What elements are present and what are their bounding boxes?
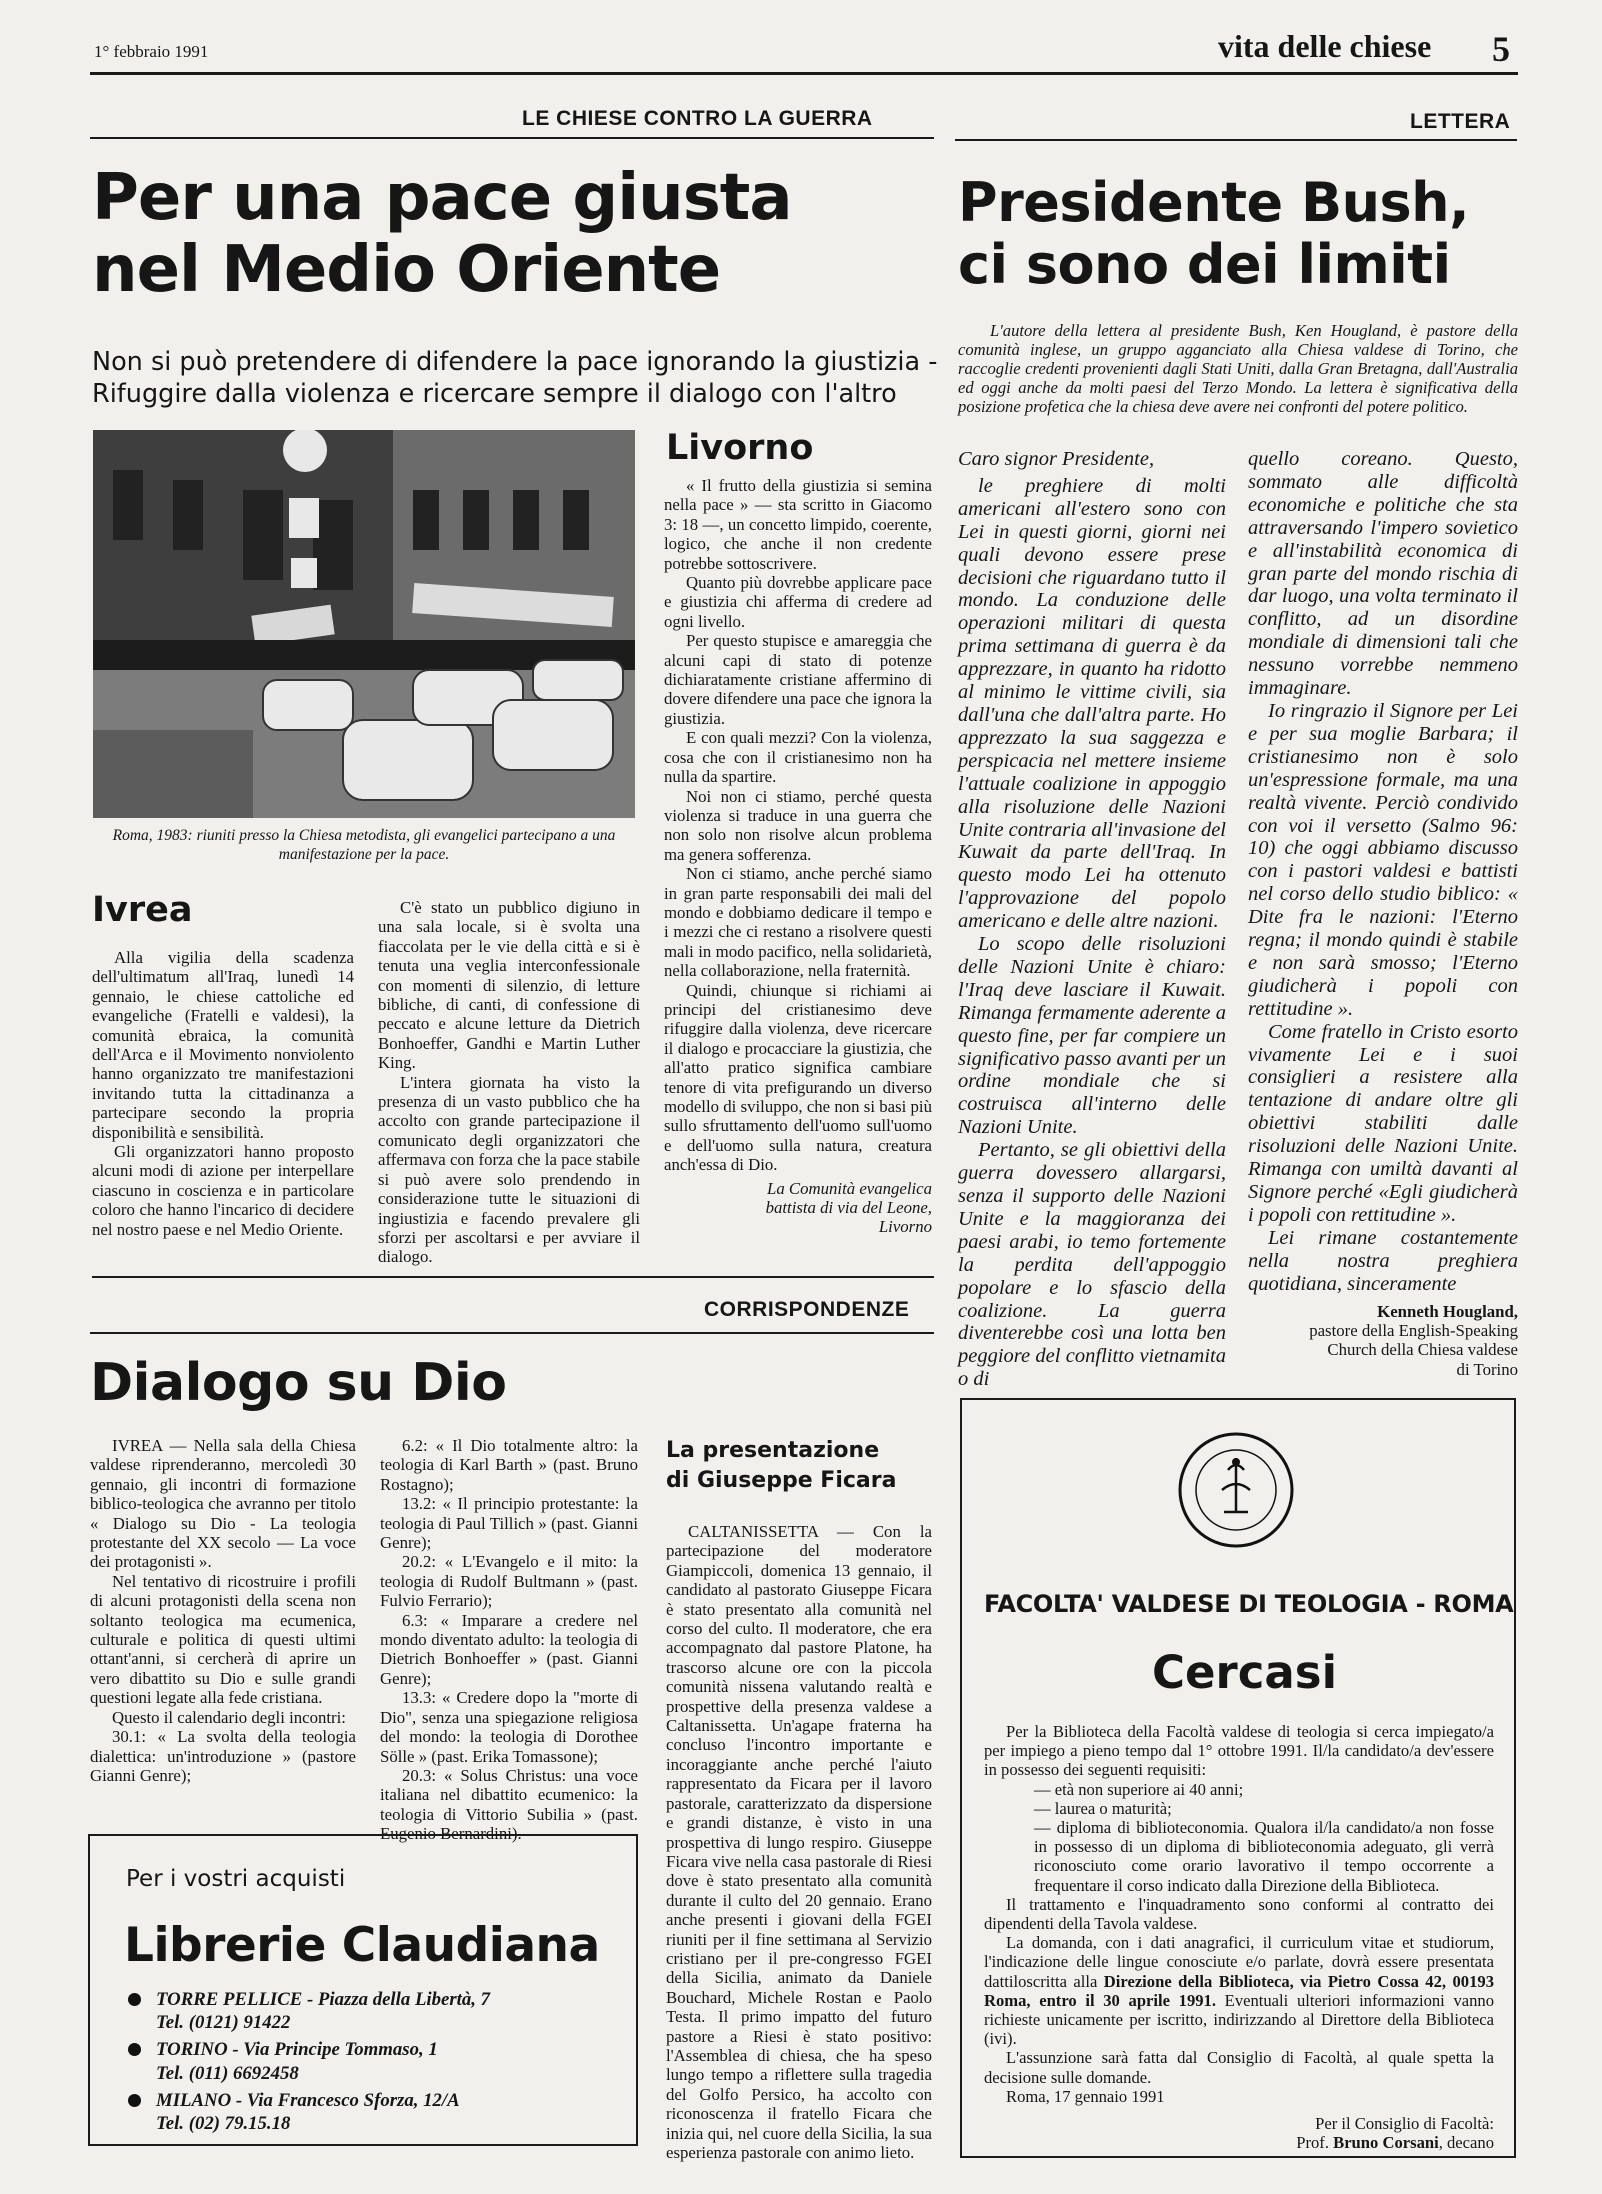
- section-kicker-right: LETTERA: [1410, 110, 1511, 133]
- claudiana-ad: [88, 1834, 638, 2146]
- livorno-article: [664, 476, 932, 1237]
- store-entry: [120, 1988, 620, 2034]
- main-headline-line1: Per una pace giusta: [92, 161, 792, 235]
- facolta-paragraph: Per la Biblioteca della Facoltà valdese di teologia si cerca impiegato/a per impiego a pieno tempo dal 1° ottobre 1991. Il/la candidato/a dev'essere in possesso dei seguenti requisiti:: [984, 1722, 1494, 1780]
- kicker-rule-left: [90, 137, 934, 139]
- main-subhead: [92, 346, 942, 410]
- dialogo-paragraph: 13.3: « Credere dopo la "morte di Dio", senza una spiegazione religiosa del mondo: la teologia di Dorothee Sölle » (past. Erika Tomassone);: [380, 1688, 638, 1766]
- issue-date: 1° febbraio 1991: [94, 42, 209, 61]
- letter-paragraph: Lo scopo delle risoluzioni delle Nazioni Unite è chiaro: l'Iraq deve lasciare il Kuwait. Rimanga fermamente aderente a questo fine, per far compiere un significativo passo avanti per un ordine mondiale che si costruisca all'interno delle Nazioni Unite.: [958, 933, 1226, 1139]
- ficara-title-line2: di Giuseppe Ficara: [666, 1468, 897, 1493]
- corrispondenze-kicker: CORRISPONDENZE: [704, 1298, 910, 1321]
- livorno-paragraph: E con quali mezzi? Con la violenza, cosa che con il cristianesimo non ha nulla da spartire.: [664, 728, 932, 787]
- facolta-seal-icon: [1176, 1430, 1296, 1550]
- facolta-requirement: — diploma di biblioteconomia. Qualora il/la candidato/a non fosse in possesso di un diploma di biblioteconomia adeguato, gli verrà riconosciuto come orario lavorativo il tempo occorrente a frequentare il corso indicato dalla Direzione della Biblioteca.: [1034, 1818, 1494, 1895]
- ficara-paragraph: CALTANISSETTA — Con la partecipazione del moderatore Giampiccoli, domenica 13 gennaio, il candidato al pastorato Giuseppe Ficara è stato presentato alla comunità nel corso del culto. Il moderatore, che era accompagnato dal pastore Platone, ha trascorso alcune ore con la piccola comunità nissena valutando realtà e prospettive della presenza valdese a Caltanissetta. Un'agape fraterna ha concluso l'incontro importante e incoraggiante anche perché l'aiuto rappresentato da Ficara per il lavoro pastorale, caratterizzato da dispersione e grandi distanze, è visto in una prospettiva di lungo respiro. Giuseppe Ficara vive nella casa pastorale di Riesi dove è stato presentato alla comunità durante il culto del 20 gennaio. Erano anche presenti i giovani della FGEI riuniti per il fine settimana al Servizio cristiano per il pre-congresso FGEI della Sicilia, animato da Daniele Bouchard, Michele Rostan e Paolo Testa. Il primo impatto del futuro pastore a Riesi è stato positivo: l'Assemblea di chiesa, che ha speso lungo tempo a riflettere sulla tragedia del Golfo Persico, ha accolto con riconoscenza il fratello Ficara che inizia qui, nel cuore della Sicilia, la sua esperienza pastorale con animo lieto.: [666, 1522, 932, 2162]
- kicker-rule-right: [955, 139, 1517, 141]
- livorno-signature-line: La Comunità evangelica: [767, 1178, 932, 1198]
- facolta-signature-line: [984, 2133, 1494, 2152]
- corrispondenze-rule: [90, 1332, 934, 1334]
- section-kicker-left: LE CHIESE CONTRO LA GUERRA: [522, 107, 873, 130]
- facolta-requirement: — laurea o maturità;: [1034, 1798, 1172, 1818]
- dialogo-paragraph: 6.2: « Il Dio totalmente altro: la teologia di Karl Barth » (past. Bruno Rostagno);: [380, 1436, 638, 1494]
- letter-headline-line1: Presidente Bush,: [958, 171, 1470, 234]
- store-entry: [120, 2038, 620, 2084]
- ivrea-paragraph: Alla vigilia della scadenza dell'ultimatum all'Iraq, lunedì 14 gennaio, le chiese cattoliche ed evangeliche (Fratelli e valdesi), la comunità ebraica, la comunità dell'Arca e il Movimento nonviolento hanno organizzato tre manifestazioni invitando tutta la cittadinanza a partecipare secondo la propria disponibilità e sensibilità.: [92, 948, 354, 1142]
- ivrea-paragraph: C'è stato un pubblico digiuno in una sala locale, si è svolta una fiaccolata per le vie della città e si è tenuta una veglia interconfessionale con momenti di silenzio, di letture bibliche, di canti, di confessione di peccato e alcune letture da Dietrich Bonhoeffer, Gandhi e Martin Luther King.: [378, 898, 640, 1073]
- livorno-signature: [664, 1179, 932, 1237]
- facolta-body: [984, 1722, 1494, 2152]
- letter-signature-name: Kenneth Hougland,: [1377, 1301, 1518, 1321]
- ivrea-column-2: [378, 898, 640, 1267]
- livorno-paragraph: Noi non ci stiamo, perché questa violenza si traduce in una guerra che non solo non risolve alcun problema ma genera sofferenza.: [664, 786, 932, 864]
- ivrea-paragraph: Gli organizzatori hanno proposto alcuni modi di azione per interpellare ciascuno in coscienza e in particolare coloro che hanno l'incarico di decidere nel nostro paese e nel Medio Oriente.: [92, 1142, 354, 1239]
- facolta-ad: [960, 1398, 1516, 2158]
- letter-paragraph: quello coreano. Questo, sommato alle difficoltà economiche e politiche che sta attraversando l'impero sovietico e all'instabilità economica di gran parte del mondo rischia di dar luogo, una volta terminato il conflitto, ad un disordine mondiale di dimensioni tali che nessuno vorrebbe nemmeno immaginare.: [1248, 448, 1518, 700]
- store-address: TORINO - Via Principe Tommaso, 1: [156, 2039, 438, 2061]
- facolta-signature-name: Bruno Corsani: [1333, 2133, 1439, 2153]
- page-number: 5: [1492, 29, 1510, 69]
- letter-paragraph: le preghiere di molti americani all'estero sono con Lei in questi giorni, giorni nei quali devono essere prese decisioni che riguardano tutto il mondo. La conduzione delle operazioni militari di questa prima settimana di guerra è da apprezzare, in quanto ha ridotto al minimo le vittime civili, sia dall'una che dall'altra parte. Ho apprezzato la sua saggezza e perspicacia nel mettere insieme l'attuale coalizione in appoggio alla risoluzione delle Nazioni Unite contraria all'invasione del Kuwait da parte dell'Iraq. In questo modo Lei ha ottenuto l'approvazione del popolo americano e delle altre nazioni.: [958, 474, 1227, 933]
- demonstration-photo-image: [93, 430, 635, 818]
- store-entry: [120, 2089, 620, 2135]
- letter-headline: [958, 172, 1518, 296]
- photo-caption: Roma, 1983: riuniti presso la Chiesa metodista, gli evangelici partecipano a una manifestazione per la pace.: [112, 827, 616, 863]
- dialogo-column-1: [90, 1436, 356, 1785]
- ficara-title-line1: La presentazione: [666, 1438, 880, 1463]
- facolta-signature-prefix: Prof.: [1296, 2133, 1334, 2153]
- dialogo-column-2: [380, 1436, 638, 1844]
- main-headline: [92, 162, 932, 306]
- dialogo-paragraph: 20.3: « Solus Christus: una voce italiana nel dibattito ecumenico: la teologia di Vittorio Subilia » (past. Eugenio Bernardini).: [380, 1765, 638, 1844]
- section-masthead: vita delle chiese: [1218, 28, 1432, 64]
- letter-column-2: [1248, 448, 1518, 1379]
- store-phone: Tel. (011) 6692458: [156, 2062, 299, 2084]
- facolta-paragraph: L'assunzione sarà fatta dal Consiglio di Facoltà, al quale spetta la decisione sulle domande.: [984, 2048, 1494, 2087]
- ficara-title: [666, 1436, 896, 1496]
- facolta-text: Eventuali ulteriori informazioni vanno richieste unicamente per iscritto, indirizzando al Direttore della Biblioteca (ivi).: [984, 1990, 1494, 2049]
- store-address: TORRE PELLICE - Piazza della Libertà, 7: [156, 1989, 491, 2010]
- livorno-heading: Livorno: [666, 428, 814, 468]
- livorno-signature-line: Livorno: [878, 1217, 932, 1237]
- facolta-text: La domanda, con i dati anagrafici, il curriculum vitae et studiorum, l'indicazione delle lingue conosciute e/o parlate, dovrà essere presentata dattiloscritta alla: [984, 1933, 1494, 1991]
- letter-signature-line: pastore della English-Speaking: [1309, 1320, 1518, 1340]
- facolta-requirement: — età non superiore ai 40 anni;: [1034, 1779, 1244, 1799]
- letter-headline-line2: ci sono dei limiti: [958, 233, 1451, 296]
- dialogo-paragraph: 6.3: « Imparare a credere nel mondo diventato adulto: la teologia di Dietrich Bonhoeffer » (past. Gianni Genre);: [380, 1610, 638, 1688]
- facolta-signature-suffix: , decano: [1438, 2133, 1494, 2153]
- section-divider: [92, 1276, 934, 1278]
- dialogo-paragraph: 20.2: « L'Evangelo e il mito: la teologia di Rudolf Bultmann » (past. Fulvio Ferrario);: [380, 1552, 638, 1611]
- letter-intro: L'autore della lettera al presidente Bush, Ken Hougland, è pastore della comunità inglese, un gruppo agganciato alla Chiesa valdese di Torino, che raccoglie credenti provenienti dagli Stati Uniti, dalla Gran Bretagna, dall'Australia ed oggi anche da molti paesi del Terzo Mondo. La lettera è significativa della posizione profetica che la chiesa deve avere nei confronti del potere politico.: [958, 321, 1518, 416]
- letter-paragraph: Come fratello in Cristo esorto vivamente Lei e i suoi consiglieri a resistere alla tentazione di andare oltre gli obiettivi stabiliti dalle risoluzioni delle Nazioni Unite. Rimanga con umiltà davanti al Signore perché «Egli giudicherà i popoli con rettitudine ».: [1248, 1020, 1518, 1226]
- main-headline-line2: nel Medio Oriente: [92, 233, 721, 307]
- dialogo-headline: Dialogo su Dio: [90, 1353, 507, 1413]
- claudiana-name: Librerie Claudiana: [124, 1918, 600, 1973]
- letter-signature-line: Church della Chiesa valdese: [1327, 1340, 1518, 1360]
- livorno-paragraph: Quindi, chiunque si richiami ai principi del cristianesimo deve rifuggire dalla violenza, deve ricercare il dialogo e procacciare la giustizia, che all'atto pratico significa cambiare tenore di vita prefigurando un diverso modello di sviluppo, che non si basi più sullo sfruttamento dell'uomo sull'uomo e dell'uomo sulla natura, creatura anch'essa di Dio.: [664, 980, 932, 1175]
- header-rule: [90, 72, 1518, 75]
- claudiana-store-list: [120, 1988, 620, 2135]
- bullet-icon: [128, 1993, 141, 2006]
- facolta-signature: [984, 2114, 1494, 2152]
- facolta-paragraph: [984, 1933, 1494, 2048]
- letter-paragraph: Pertanto, se gli obiettivi della guerra dovessero allargarsi, senza il supporto delle Nazioni Unite e la maggioranza dei paesi arabi, io temo fortemente la perdita dell'appoggio popolare e lo sfascio della coalizione. La guerra diventerebbe così una lotta ben peggiore del conflitto vietnamita o di: [958, 1139, 1226, 1391]
- claudiana-tagline: Per i vostri acquisti: [126, 1866, 346, 1892]
- livorno-paragraph: Per questo stupisce e amareggia che alcuni capi di stato di potenze dichiaratamente cristiane affermino di dovere difendere una pace che ignora la giustizia.: [664, 631, 932, 728]
- letter-salutation: Caro signor Presidente,: [958, 448, 1155, 470]
- dialogo-paragraph: Nel tentativo di ricostruire i profili di alcuni protagonisti della scena non soltanto teologica ma ecumenica, culturale e politica di questi ultimi ottant'anni, si cercherà di aprire un vero dibattito su Dio e sulle grandi questioni legate alla fede cristiana.: [90, 1571, 356, 1708]
- store-phone: Tel. (02) 79.15.18: [156, 2113, 291, 2135]
- store-phone: Tel. (0121) 91422: [156, 2012, 291, 2034]
- livorno-signature-line: battista di via del Leone,: [765, 1198, 932, 1218]
- main-subhead-line1: Non si può pretendere di difendere la pace ignorando la giustizia -: [92, 347, 938, 377]
- dialogo-paragraph: 13.2: « Il principio protestante: la teologia di Paul Tillich » (past. Gianni Genre);: [380, 1494, 638, 1553]
- demonstration-photo: [93, 430, 635, 818]
- letter-paragraph: Io ringrazio il Signore per Lei e per sua moglie Barbara; il cristianesimo non è solo un'espressione formale, ma una realtà vivente. Perciò condivido con voi il versetto (Salmo 96: 10) che oggi abbiamo discusso con i pastori valdesi e battisti nel corso dello studio biblico: « Dite fra le nazioni: l'Eterno regna; il mondo quindi è stabile e non sarà smosso; l'Eterno giudicherà i popoli con rettitudine ».: [1248, 699, 1518, 1020]
- main-subhead-line2: Rifuggire dalla violenza e ricercare sempre il dialogo con l'altro: [92, 379, 897, 409]
- letter-signature-line: di Torino: [1456, 1359, 1518, 1379]
- store-address: MILANO - Via Francesco Sforza, 12/A: [156, 2089, 460, 2111]
- facolta-address: Direzione della Biblioteca, via Pietro Cossa 42, 00193 Roma, entro il 30 aprile 1991.: [984, 1971, 1494, 2010]
- bullet-icon: [128, 2043, 141, 2056]
- facolta-heading: FACOLTA' VALDESE DI TEOLOGIA - ROMA: [984, 1590, 1514, 1618]
- dialogo-paragraph: IVREA — Nella sala della Chiesa valdese riprenderanno, mercoledì 30 gennaio, gli incontri di formazione biblico-teologica che avranno per titolo « Dialogo su Dio - La teologia protestante del XX secolo — La voce dei protagonisti ».: [90, 1436, 356, 1572]
- letter-column-1: [958, 448, 1226, 1391]
- dialogo-paragraph: Questo il calendario degli incontri:: [112, 1707, 346, 1727]
- livorno-paragraph: Quanto più dovrebbe applicare pace e giustizia chi afferma di credere ad ogni livello.: [664, 573, 932, 631]
- letter-paragraph: Lei rimane costantemente nella nostra preghiera quotidiana, sinceramente: [1248, 1226, 1518, 1295]
- bullet-icon: [128, 2094, 141, 2107]
- facolta-signature-line: Per il Consiglio di Facoltà:: [1315, 2114, 1494, 2134]
- facolta-date: Roma, 17 gennaio 1991: [1006, 2086, 1165, 2106]
- facolta-paragraph: Il trattamento e l'inquadramento sono conformi al contratto dei dipendenti della Tavola valdese.: [984, 1894, 1494, 1934]
- dialogo-paragraph: 30.1: « La svolta della teologia dialettica: un'introduzione » (pastore Gianni Genre);: [90, 1727, 356, 1785]
- livorno-paragraph: Non ci stiamo, anche perché siamo in gran parte responsabili dei mali del mondo e dobbiamo dedicare il tempo e i mezzi che ci restano a risolvere questi mali in modo pacifico, nella solidarietà, nella collaborazione, nella fraternità.: [664, 864, 932, 981]
- letter-signature: [1248, 1302, 1518, 1380]
- ivrea-heading: Ivrea: [92, 890, 193, 930]
- ficara-article: [666, 1522, 932, 2162]
- facolta-title: Cercasi: [1152, 1646, 1337, 1699]
- ivrea-column-1: [92, 948, 354, 1239]
- livorno-paragraph: « Il frutto della giustizia si semina nella pace » — sta scritto in Giacomo 3: 18 —, un concetto limpido, coerente, logico, che anche il non credente potrebbe sottoscrivere.: [664, 476, 932, 573]
- ivrea-paragraph: L'intera giornata ha visto la presenza di un vasto pubblico che ha accolto con grande partecipazione il comunicato degli organizzatori che affermava con forza che la pace stabile si può avere solo prendendo in considerazione tutte le situazioni di ingiustizia e facendo prevalere gli sforzi per ascoltarsi e per avviare il dialogo.: [378, 1072, 640, 1267]
